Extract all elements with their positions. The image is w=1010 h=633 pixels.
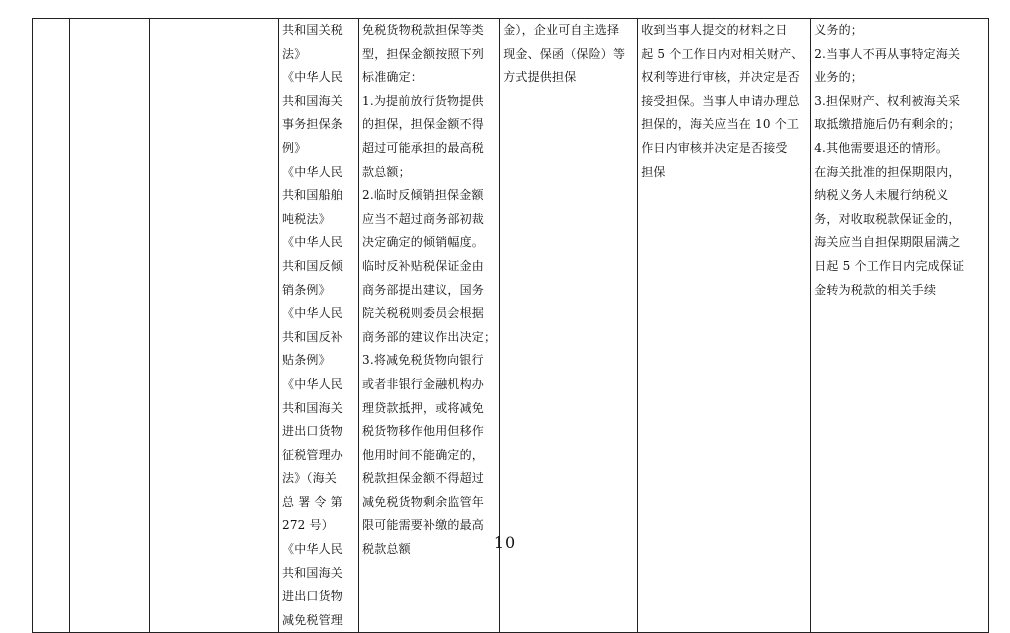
cell-line: 2.临时反倾销担保金额	[362, 188, 484, 203]
cell-line: 金），企业可自主选择	[503, 23, 620, 37]
cell-line: 税货物移作他用但移作	[362, 424, 485, 439]
cell-line: 《中华人民	[282, 542, 344, 557]
cell-line: 临时反补贴税保证金由	[362, 258, 485, 273]
cell-line: 进出口货物	[282, 424, 344, 439]
cell-line: 《中华人民	[282, 164, 344, 179]
cell-line: 款总额；	[362, 164, 411, 179]
cell-line: 法》（海关	[282, 471, 338, 486]
cell-line: 减免税管理	[282, 612, 344, 627]
cell-line: 务，对收取税款保证金的，	[814, 211, 961, 226]
cell-line: 收到当事人提交的材料之日	[641, 23, 788, 37]
cell-line: 担保	[641, 164, 666, 179]
cell-line: 限可能需要补缴的最高	[362, 518, 485, 533]
cell-line: 应当不超过商务部初裁	[362, 211, 485, 226]
cell-line: 标准确定：	[362, 70, 424, 85]
cell-line: 取抵缴措施后仍有剩余的；	[814, 117, 961, 132]
cell-line: 《中华人民	[282, 306, 344, 321]
cell-line: 3.担保财产、权利被海关采	[814, 93, 961, 108]
cell-line: 总 署 令 第	[282, 494, 343, 509]
cell-line: 超过可能承担的最高税	[362, 140, 485, 155]
cell-line: 接受担保。当事人申请办理总	[641, 93, 800, 108]
cell-line: 1.为提前放行货物提供	[362, 93, 484, 108]
cell-line: 方式提供担保	[503, 70, 577, 85]
cell-line: 2.当事人不再从事特定海关	[814, 46, 961, 61]
cell-line: 在海关批准的担保期限内，	[814, 164, 961, 179]
cell-line: 共和国海关	[282, 565, 344, 580]
cell-line: 共和国海关	[282, 93, 344, 108]
cell-line: 272 号）	[282, 518, 334, 533]
cell-line: 商务部提出建议，国务	[362, 282, 485, 297]
cell-line: 他用时间不能确定的，	[362, 447, 485, 462]
cell-line: 型，担保金额按照下列	[362, 46, 485, 61]
cell-line: 起 5 个工作日内对相关财产、	[641, 46, 804, 61]
cell-line: 4.其他需要退还的情形。	[814, 140, 949, 155]
cell-line: 作日内审核并决定是否接受	[641, 140, 788, 155]
cell-line: 决定确定的倾销幅度。	[362, 235, 485, 250]
cell-line: 贴条例》	[282, 353, 331, 368]
page-number: 10	[493, 533, 517, 552]
cell-line: 《中华人民	[282, 235, 344, 250]
cell-line: 共和国海关	[282, 400, 344, 415]
cell-line: 理贷款抵押，或将减免	[362, 400, 485, 415]
cell-line: 现金、保函（保险）等	[503, 46, 626, 61]
cell-line: 征税管理办	[282, 447, 344, 462]
cell-line: 吨税法》	[282, 211, 331, 226]
cell-line: 金转为税款的相关手续	[814, 282, 937, 297]
cell-line: 共和国反补	[282, 329, 344, 344]
cell-line: 免税货物税款担保等类	[362, 23, 485, 37]
cell-line: 纳税义务人未履行纳税义	[814, 188, 949, 203]
cell-line: 《中华人民	[282, 70, 344, 85]
cell-line: 税款总额	[362, 542, 411, 557]
cell-line: 销条例》	[282, 282, 331, 297]
cell-line: 院关税税则委员会根据	[362, 306, 485, 321]
cell-line: 3.将减免税货物向银行	[362, 353, 484, 368]
cell-line: 义务的；	[814, 23, 864, 37]
cell-line: 进出口货物	[282, 589, 344, 604]
cell-line: 共和国关税	[282, 23, 344, 37]
cell-line: 商务部的建议作出决定；	[362, 329, 497, 344]
cell-line: 的担保，担保金额不得	[362, 117, 485, 132]
cell-line: 税款担保金额不得超过	[362, 471, 485, 486]
cell-line: 共和国船舶	[282, 188, 344, 203]
cell-line: 《中华人民	[282, 376, 344, 391]
cell-line: 日起 5 个工作日内完成保证	[814, 258, 965, 273]
cell-line: 担保的，海关应当在 10 个工	[641, 117, 800, 132]
cell-line: 或者非银行金融机构办	[362, 376, 485, 391]
cell-line: 共和国反倾	[282, 258, 344, 273]
cell-line: 海关应当自担保期限届满之	[814, 235, 961, 250]
cell-line: 例》	[282, 140, 307, 155]
cell-line: 事务担保条	[282, 117, 344, 132]
cell-line: 业务的；	[814, 70, 864, 85]
cell-line: 减免税货物剩余监管年	[362, 494, 485, 509]
cell-line: 法》	[282, 46, 307, 61]
cell-line: 权利等进行审核，并决定是否	[641, 70, 800, 85]
